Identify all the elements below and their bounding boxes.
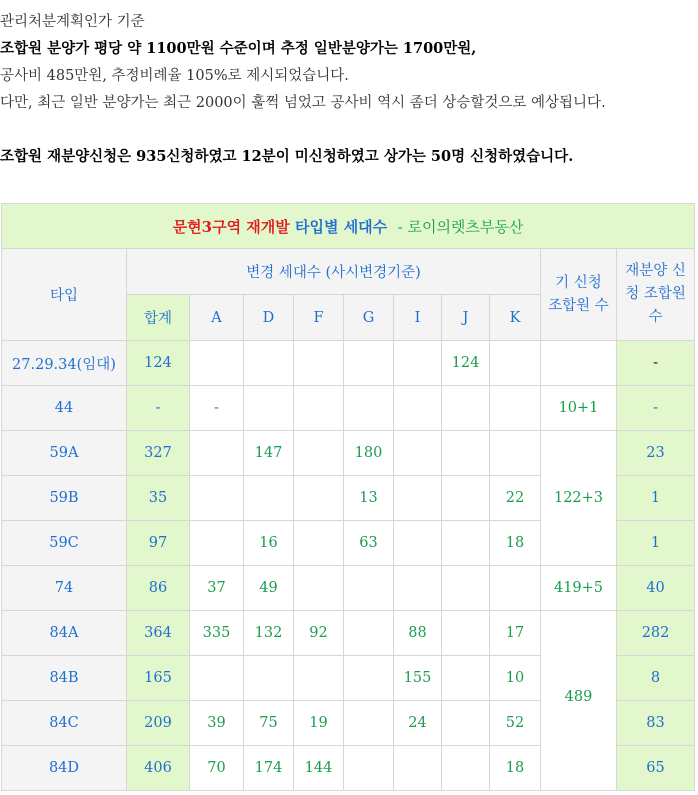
cell-d <box>244 341 294 386</box>
cell-k <box>490 566 541 611</box>
existing-cell: 419+5 <box>541 566 617 611</box>
cell-k <box>490 341 541 386</box>
cell-a <box>190 431 244 476</box>
apply-cell: 83 <box>617 701 695 746</box>
cell-f <box>294 566 344 611</box>
type-cell: 74 <box>2 566 127 611</box>
sum-cell: - <box>127 386 190 431</box>
para-1: 조합원 분양가 평당 약 1100만원 수준이며 추정 일반분양가는 1700만원, <box>0 40 477 57</box>
apply-cell: 1 <box>617 521 695 566</box>
header-sum: 합계 <box>127 295 190 341</box>
header-existing-members: 기 신청 조합원 수 <box>541 249 617 341</box>
cell-k <box>490 386 541 431</box>
cell-f: 144 <box>294 746 344 791</box>
table-row <box>2 341 695 386</box>
cell-i: 155 <box>394 656 442 701</box>
cell-k: 22 <box>490 476 541 521</box>
cell-k: 18 <box>490 746 541 791</box>
table-row <box>2 566 695 611</box>
cell-j: 124 <box>442 341 490 386</box>
cell-i <box>394 746 442 791</box>
sum-cell: 86 <box>127 566 190 611</box>
header-reapply-members: 재분양 신청 조합원수 <box>617 249 695 341</box>
apply-cell: 65 <box>617 746 695 791</box>
sum-cell: 364 <box>127 611 190 656</box>
existing-cell: 10+1 <box>541 386 617 431</box>
type-cell: 84C <box>2 701 127 746</box>
sum-cell: 165 <box>127 656 190 701</box>
cell-g: 13 <box>344 476 394 521</box>
header-f: F <box>294 295 344 341</box>
cell-i <box>394 341 442 386</box>
cell-a <box>190 656 244 701</box>
sum-cell: 97 <box>127 521 190 566</box>
sum-cell: 124 <box>127 341 190 386</box>
cell-d: 16 <box>244 521 294 566</box>
cell-d <box>244 656 294 701</box>
sum-cell: 209 <box>127 701 190 746</box>
header-a: A <box>190 295 244 341</box>
cell-a <box>190 341 244 386</box>
apply-cell: 8 <box>617 656 695 701</box>
cell-i: 24 <box>394 701 442 746</box>
cell-k <box>490 431 541 476</box>
cell-f <box>294 341 344 386</box>
caption-source: - 로이의렛츠부동산 <box>397 217 524 236</box>
cell-a: 70 <box>190 746 244 791</box>
cell-k: 17 <box>490 611 541 656</box>
header-k: K <box>490 295 541 341</box>
cell-d: 49 <box>244 566 294 611</box>
apply-cell: 23 <box>617 431 695 476</box>
type-cell: 59C <box>2 521 127 566</box>
sum-cell: 406 <box>127 746 190 791</box>
cell-i <box>394 386 442 431</box>
cell-g <box>344 611 394 656</box>
cell-g <box>344 746 394 791</box>
para-4: 조합원 재분양신청은 935신청하였고 12분이 미신청하였고 상가는 50명 신청하였습니다. <box>0 148 574 165</box>
header-g: G <box>344 295 394 341</box>
cell-g: 180 <box>344 431 394 476</box>
caption-project: 문현3구역 재개발 <box>172 217 290 236</box>
cell-g <box>344 701 394 746</box>
type-cell: 27.29.34(임대) <box>2 341 127 386</box>
unit-type-table <box>1 203 695 791</box>
type-cell: 84A <box>2 611 127 656</box>
cell-f <box>294 431 344 476</box>
cell-g <box>344 386 394 431</box>
cell-a: 39 <box>190 701 244 746</box>
cell-f: 19 <box>294 701 344 746</box>
cell-k: 10 <box>490 656 541 701</box>
table-row <box>2 386 695 431</box>
cell-d: 75 <box>244 701 294 746</box>
type-cell: 84B <box>2 656 127 701</box>
cell-j <box>442 611 490 656</box>
cell-j <box>442 656 490 701</box>
cell-f <box>294 386 344 431</box>
cell-i <box>394 476 442 521</box>
existing-cell: 489 <box>541 611 617 791</box>
type-cell: 84D <box>2 746 127 791</box>
cell-i <box>394 431 442 476</box>
apply-cell: 282 <box>617 611 695 656</box>
cell-a: 335 <box>190 611 244 656</box>
existing-cell-empty <box>541 341 617 386</box>
cell-j <box>442 701 490 746</box>
cell-g <box>344 566 394 611</box>
cell-i <box>394 521 442 566</box>
cell-f: 92 <box>294 611 344 656</box>
cell-a: - <box>190 386 244 431</box>
cell-j <box>442 566 490 611</box>
cell-g: 63 <box>344 521 394 566</box>
table-caption <box>2 204 695 249</box>
header-changed-units: 변경 세대수 (사시변경기준) <box>127 249 541 295</box>
cell-j <box>442 746 490 791</box>
cell-j <box>442 431 490 476</box>
header-d: D <box>244 295 294 341</box>
cell-d <box>244 476 294 521</box>
cell-j <box>442 476 490 521</box>
apply-cell: - <box>617 341 695 386</box>
header-type: 타입 <box>2 249 127 341</box>
cell-f <box>294 521 344 566</box>
cell-g <box>344 656 394 701</box>
cell-a <box>190 476 244 521</box>
cell-f <box>294 656 344 701</box>
cell-j <box>442 386 490 431</box>
cell-d: 174 <box>244 746 294 791</box>
cell-f <box>294 476 344 521</box>
cell-a <box>190 521 244 566</box>
type-cell: 44 <box>2 386 127 431</box>
cell-d: 147 <box>244 431 294 476</box>
apply-cell: 40 <box>617 566 695 611</box>
caption-title: 타입별 세대수 <box>295 217 388 236</box>
cell-d: 132 <box>244 611 294 656</box>
para-2: 공사비 485만원, 추정비례율 105%로 제시되었습니다. <box>0 68 349 84</box>
cell-i <box>394 566 442 611</box>
cell-k: 52 <box>490 701 541 746</box>
table-row <box>2 431 695 476</box>
para-0: 관리처분계획인가 기준 <box>0 14 145 30</box>
apply-cell: 1 <box>617 476 695 521</box>
para-3: 다만, 최근 일반 분양가는 최근 2000이 훌쩍 넘었고 공사비 역시 좀더 상승할것으로 예상됩니다. <box>0 95 606 111</box>
apply-cell: - <box>617 386 695 431</box>
table-row <box>2 611 695 656</box>
cell-a: 37 <box>190 566 244 611</box>
cell-i: 88 <box>394 611 442 656</box>
cell-d <box>244 386 294 431</box>
sum-cell: 327 <box>127 431 190 476</box>
cell-g <box>344 341 394 386</box>
cell-j <box>442 521 490 566</box>
cell-k: 18 <box>490 521 541 566</box>
header-j: J <box>442 295 490 341</box>
header-i: I <box>394 295 442 341</box>
type-cell: 59B <box>2 476 127 521</box>
existing-cell: 122+3 <box>541 431 617 566</box>
sum-cell: 35 <box>127 476 190 521</box>
type-cell: 59A <box>2 431 127 476</box>
